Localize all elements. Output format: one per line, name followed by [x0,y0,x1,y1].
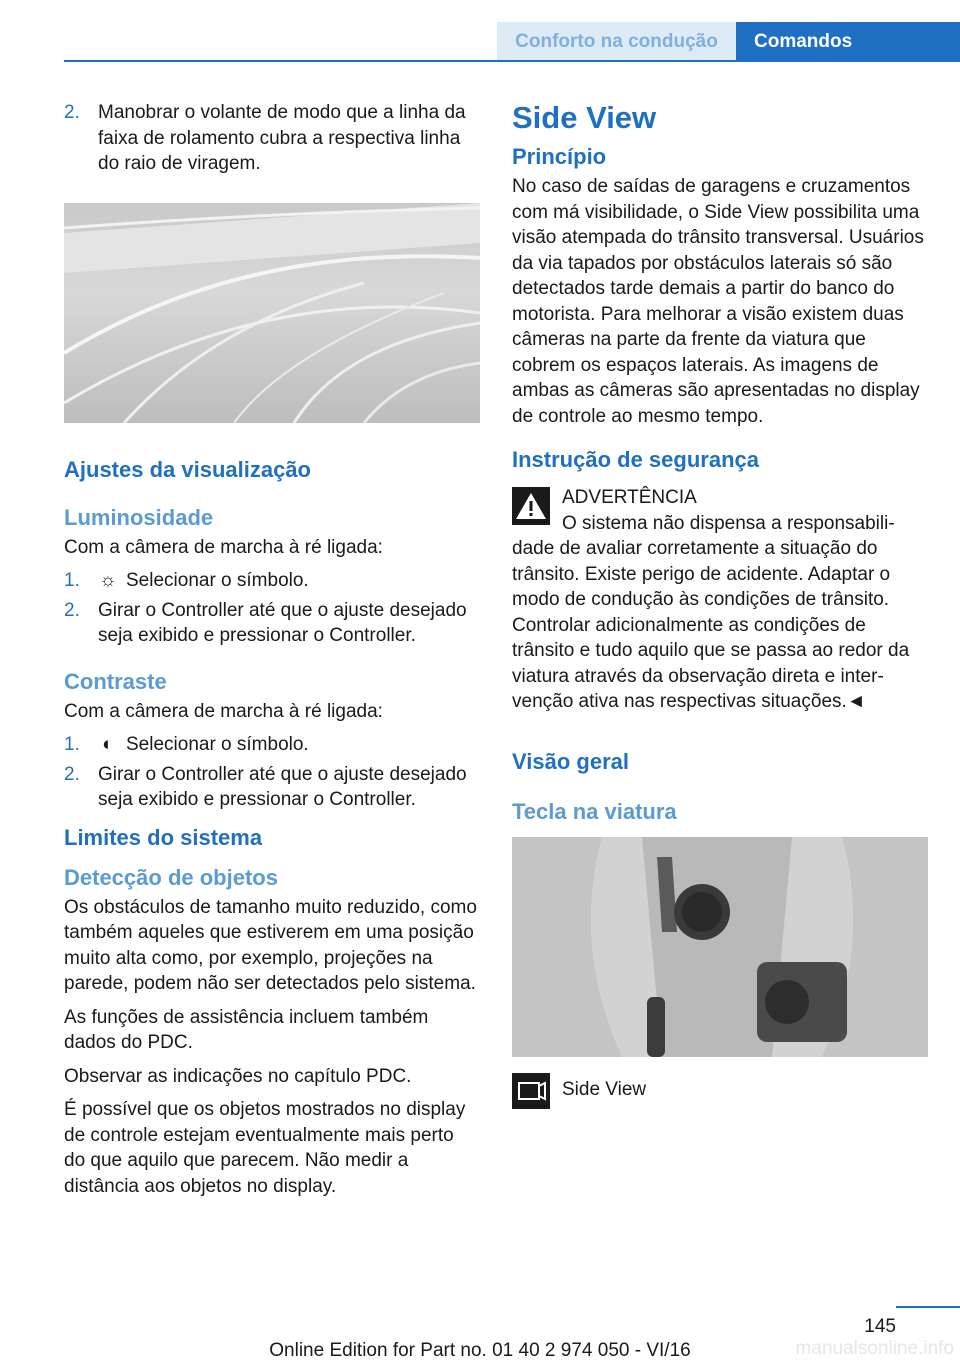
side-view-camera-icon [512,1073,550,1109]
heading-ajustes: Ajustes da visualização [64,456,311,482]
right-column [512,100,928,1109]
header-rule [64,60,960,62]
contrast-icon: ◐ [102,734,114,755]
page-number: 145 [864,1316,896,1337]
heading-deteccao: Detecção de objetos [64,864,278,890]
heading-visao-geral: Visão geral [512,748,629,774]
heading-seguranca: Instrução de segurança [512,447,759,472]
track-lines-graphic [64,203,480,423]
contraste-steps [64,732,480,813]
list-item: 1. ◐ Selecionar o símbolo. [64,732,480,758]
paragraph: Observar as indicações no capítulo PDC. [64,1065,412,1087]
warning-text: O sistema não dispensa a responsabilidade de avaliar corretamente a situação do trânsito. Existe perigo de acidente. Adaptar o modo de condução às condições de trânsito. Controlar adicionalmente as condições de trânsito e tudo aquilo que se passa ao redor da viatura através da observação direta e intervenção ativa nas respectivas situações.◄ [512,512,910,712]
warning-block [512,485,928,715]
list-item: 2. Manobrar o volante de modo que a linha da faixa de rolamento cubra a respectiva linha do raio de viragem. [64,102,466,174]
list-item: 2. Girar o Controller até que o ajuste desejado seja exibido e pressionar o Controller. [64,599,467,646]
header-chapter-tab: Comandos [736,22,960,62]
list-item: 1. ☼ Selecionar o símbolo. [64,568,480,594]
warning-label: ADVERTÊNCIA [562,487,697,508]
watermark: manualsonline.info [795,1338,954,1359]
list-item: 2. Girar o Controller até que o ajuste desejado seja exibido e pressionar o Controller. [64,763,467,810]
left-column [64,100,480,1207]
center-console-image [512,837,928,1057]
console-graphic [512,837,928,1057]
heading-tecla: Tecla na viatura [512,798,677,824]
heading-luminosidade: Luminosidade [64,504,214,530]
side-view-key-row [512,1073,928,1109]
sun-icon: ☼ [99,570,117,591]
header-section-tab: Conforto na condução [497,22,736,62]
heading-contraste: Contraste [64,668,167,694]
rear-camera-lines-image [64,203,480,423]
heading-limites: Limites do sistema [64,824,263,850]
warning-triangle-icon [512,487,550,525]
section-title: Side View [512,100,657,135]
step-list-top [64,100,480,177]
footer-rule [896,1306,960,1308]
contraste-intro: Com a câmera de marcha à ré ligada: [64,700,383,722]
paragraph: Os obstáculos de tamanho muito reduzido, como também aqueles que estiverem em uma posição muito alta como, por exemplo, projeções na parede, podem não ser detectados pelo sistema. [64,896,477,994]
paragraph: É possível que os objetos mostrados no display de controle estejam eventualmente mais perto do que aquilo que parecem. Não medir a distância aos objetos no display. [64,1099,466,1197]
luminosidade-steps [64,568,480,649]
luminosidade-intro: Com a câmera de marcha à ré ligada: [64,536,383,558]
heading-principio: Princípio [512,144,607,169]
paragraph: As funções de assistência incluem também dados do PDC. [64,1006,429,1053]
principio-text: No caso de saídas de garagens e cruzamentos com má visibilidade, o Side View possibilita uma visão atempada do trânsito transversal. Usuários da via tapados por obstáculos laterais só são detectados tarde demais a partir do banco do motorista. Para melhorar a visão existem duas câmeras na parte da frente da viatura que cobrem os espaços laterais. As imagens de ambas as câmeras são apresentadas no display de controle ao mesmo tempo. [512,176,924,427]
edition-footer: Online Edition for Part no. 01 40 2 974 050 - VI/16 [269,1340,691,1361]
side-view-key-label: Side View [562,1078,647,1100]
